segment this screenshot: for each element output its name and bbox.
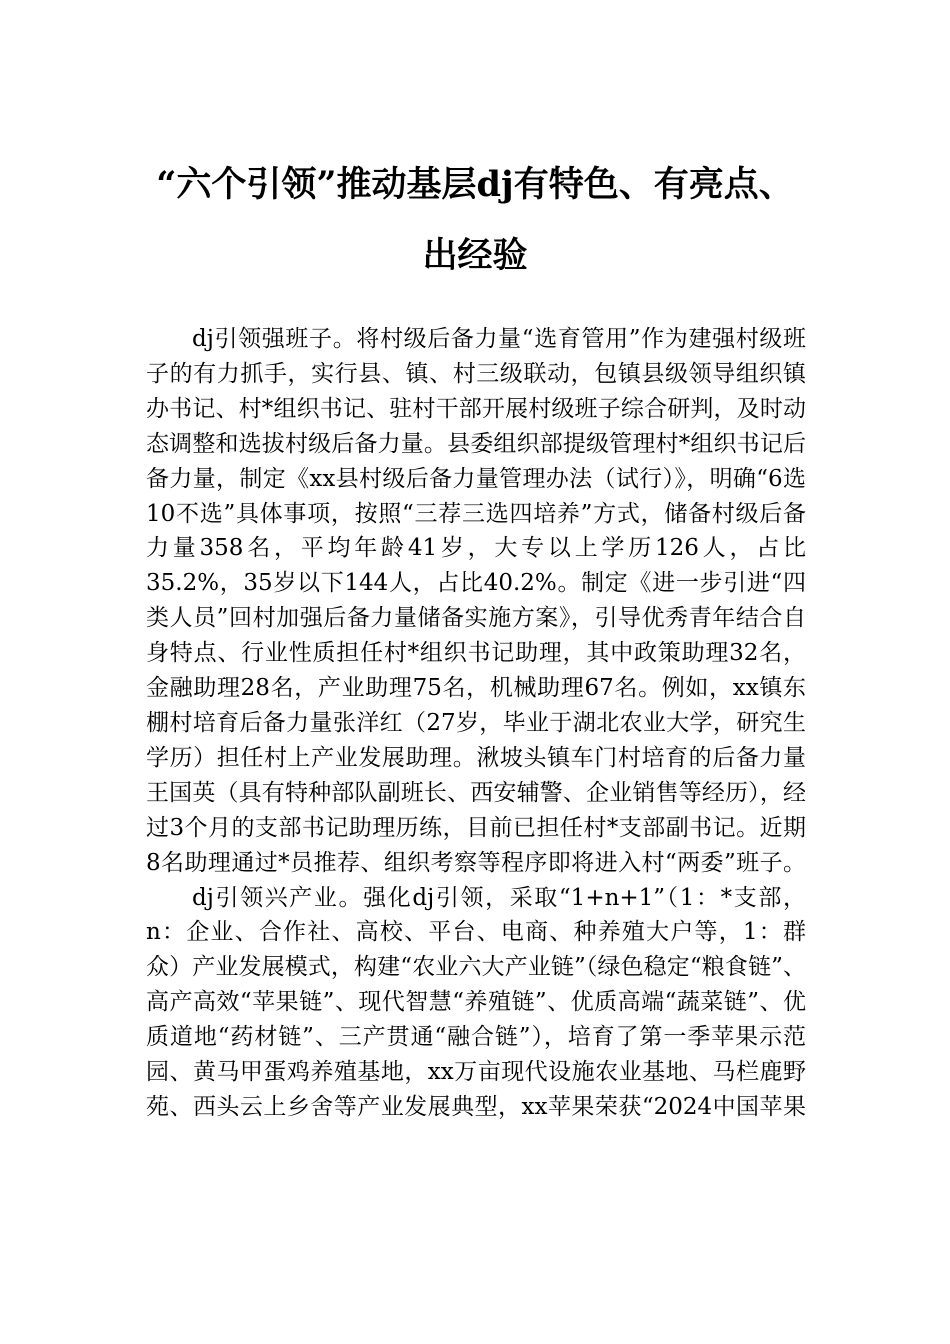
document-title-line-1: “六个引领”推动基层dj有特色、有亮点、: [156, 164, 794, 205]
paragraph-strong-team: dj引领强班子。将村级后备力量“选育管用”作为建强村级班子的有力抓手，实行县、镇、村三级联动，包镇县级领导组织镇办书记、村*组织书记、驻村干部开展村级班子综合研判，及时动态调整和选拔村级后备力量。县委组织部提级管理村*组织书记后备力量，制定《xx县村级后备力量管理办法（试行）》，明确“6选10不选”具体事项，按照“三荐三选四培养”方式，储备村级后备力量358名，平均年龄41岁，大专以上学历126人，占比35.2%，35岁以下144人，占比40.2%。制定《进一步引进“四类人员”回村加强后备力量储备实施方案》，引导优秀青年结合自身特点、行业性质担任村*组织书记助理，其中政策助理32名，金融助理28名，产业助理75名，机械助理67名。例如，xx镇东棚村培育后备力量张洋红（27岁，毕业于湖北农业大学，研究生学历）担任村上产业发展助理。湫坡头镇车门村培育的后备力量王国英（具有特种部队副班长、西安辅警、企业销售等经历），经过3个月的支部书记助理历练，目前已担任村*支部副书记。近期8名助理通过*员推荐、组织考察等程序即将进入村“两委”班子。: [146, 326, 806, 876]
document-body: [146, 322, 806, 1125]
document-title-line-2: 出经验: [422, 235, 528, 276]
paragraph-industry: dj引领兴产业。强化dj引领，采取“1+n+1”（1：*支部，n：企业、合作社、高校、平台、电商、种养殖大户等，1：群众）产业发展模式，构建“农业六大产业链”（绿色稳定“粮食链”、高产高效“苹果链”、现代智慧“养殖链”、优质高端“蔬菜链”、优质道地“药材链”、三产贯通“融合链”），培育了第一季苹果示范园、黄马甲蛋鸡养殖基地，xx万亩现代设施农业基地、马栏鹿野苑、西头云上乡舍等产业发展典型，xx苹果荣获“2024中国苹果: [146, 884, 806, 1120]
